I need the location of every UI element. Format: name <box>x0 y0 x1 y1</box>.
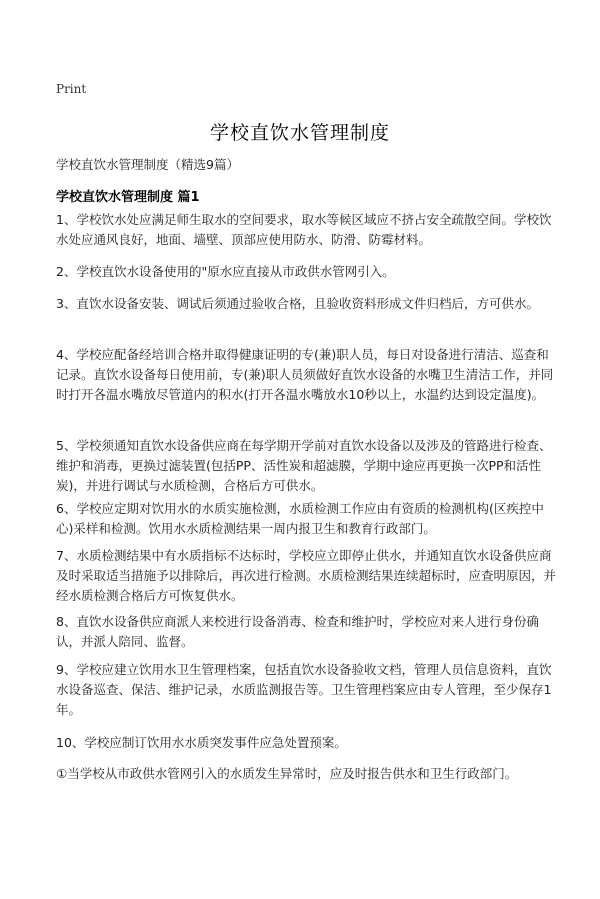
paragraph-2: 2、学校直饮水设备使用的"原水应直接从市政供水管网引入。 <box>56 264 395 279</box>
paragraph-4: 4、学校应配备经培训合格并取得健康证明的专(兼)职人员，每日对设备进行清洁、巡查和记录。直饮水设备每日使用前，专(兼)职人员须做好直饮水设备的水嘴卫生清洁工作，并同时打开各温水嘴放尽管道内的积水(打开各温水嘴放水10秒以上，水温约达到设定温度)。 <box>56 347 554 402</box>
section-heading: 学校直饮水管理制度 篇1 <box>56 190 200 205</box>
paragraph-5: 5、学校须通知直饮水设备供应商在每学期开学前对直饮水设备以及涉及的管路进行检查、维护和消毒，更换过滤装置(包括PP、活性炭和超滤膜，学期中途应再更换一次PP和活性炭)，并进行调试与水质检测，合格后方可供水。 <box>56 438 552 493</box>
print-label: Print <box>56 82 87 96</box>
paragraph-9: 9、学校应建立饮用水卫生管理档案，包括直饮水设备验收文档，管理人员信息资料，直饮水设备巡查、保洁、维护记录，水质监测报告等。卫生管理档案应由专人管理，至少保存1年。 <box>56 662 552 717</box>
paragraph-3: 3、直饮水设备安装、调试后须通过验收合格，且验收资料形成文件归档后，方可供水。 <box>56 296 539 311</box>
paragraph-7: 7、水质检测结果中有水质指标不达标时，学校应立即停止供水，并通知直饮水设备供应商及时采取适当措施予以排除后，再次进行检测。水质检测结果连续超标时，应查明原因，并经水质检测合格后方可恢复供水。 <box>56 548 557 603</box>
paragraph-1: 1、学校饮水处应满足师生取水的空间要求，取水等候区域应不挤占安全疏散空间。学校饮水处应通风良好，地面、墙壁、顶部应使用防水、防滑、防霉材料。 <box>56 212 552 247</box>
document-subtitle: 学校直饮水管理制度（精选9篇） <box>56 157 239 172</box>
paragraph-11: ①当学校从市政供水管网引入的水质发生异常时，应及时报告供水和卫生行政部门。 <box>56 766 518 781</box>
paragraph-8: 8、直饮水设备供应商派人来校进行设备消毒、检查和维护时，学校应对来人进行身份确认，并派人陪同、监督。 <box>56 614 539 649</box>
paragraph-10: 10、学校应制订饮用水水质突发事件应急处置预案。 <box>56 735 347 750</box>
document-title: 学校直饮水管理制度 <box>209 122 390 144</box>
paragraph-6: 6、学校应定期对饮用水的水质实施检测，水质检测工作应由有资质的检测机构(区疾控中心)采样和检测。饮用水水质检测结果一周内报卫生和教育行政部门。 <box>56 501 544 536</box>
